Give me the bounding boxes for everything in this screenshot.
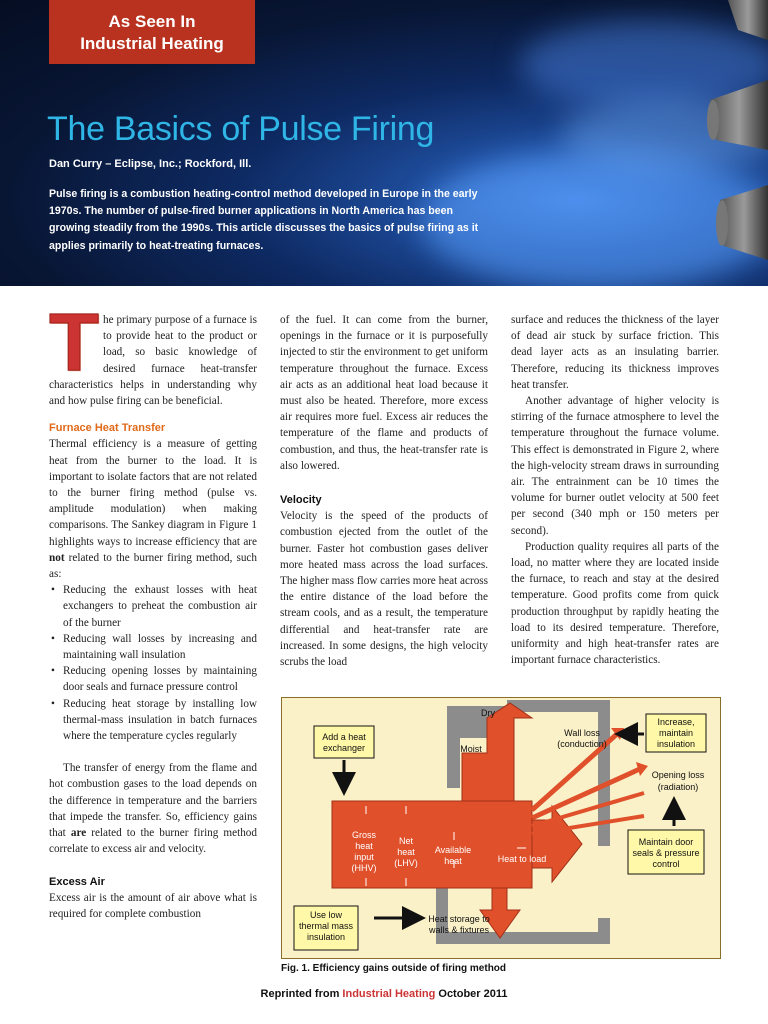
- figure-caption: Fig. 1. Efficiency gains outside of firing method: [281, 963, 507, 974]
- label-storage-1: Heat storage to: [428, 914, 490, 924]
- bullet-list: [49, 582, 257, 744]
- label-net-2: heat: [397, 847, 415, 857]
- column-2: [280, 312, 488, 670]
- list-item: • Reducing opening losses by maintaining door seals and furnace pressure control: [49, 663, 257, 695]
- hero-banner: [0, 0, 768, 286]
- list-item: • Reducing wall losses by increasing and maintaining wall insulation: [49, 631, 257, 663]
- reprint-footer: Reprinted from Industrial Heating October 2011: [260, 988, 508, 1000]
- sankey-figure: [281, 697, 721, 959]
- list-item: • Reducing the exhaust losses with heat exchangers to preheat the combustion air of the burner: [49, 582, 257, 631]
- label-increase-2: maintain: [658, 728, 694, 738]
- intro-paragraph: he primary purpose of a furnace is to provide heat to the product or load, so basic knowledge of desired furnace heat-transfer characteristics helps in understanding why and how pulse firing can be beneficial.: [49, 314, 257, 408]
- paragraph: of the fuel. It can come from the burner, openings in the furnace or it is purposefully injected to stir the environment to get uniform temperature throughout the furnace. Excess air acts as an additional heat load because it must also be heated. Therefore, more excess air requires more fuel. Excess air reduces the temperature of the flame and products of combustion, and thus, the heat-transfer rate is also lowered.: [280, 314, 488, 472]
- burner-nozzle-tip: [716, 200, 728, 246]
- label-use-low-3: insulation: [306, 932, 346, 942]
- label-opening-2: (radiation): [657, 782, 699, 792]
- list-item: • Reducing heat storage by installing low thermal-mass insulation in batch furnaces where the temperature cycles regularly: [49, 696, 257, 745]
- as-seen-in-badge: [49, 0, 255, 64]
- label-use-low-2: thermal mass: [298, 921, 354, 931]
- heading-excess-air: Excess Air: [49, 875, 105, 888]
- lead-paragraph: Pulse firing is a combustion heating-control method developed in Europe in the early 1970s. The number of pulse-fired burner applications in North America has been growing steadily from the 1990s. This article discusses the basics of pulse firing as it applies primarily to heat-treating furnaces.: [49, 188, 479, 252]
- box-add-heat-exchanger: [314, 726, 374, 758]
- label-storage-2: walls & fixtures: [428, 925, 490, 935]
- badge-line-1: As Seen In: [108, 12, 196, 31]
- label-moist: Moist: [460, 744, 482, 754]
- label-wall-loss-1: Wall loss: [564, 728, 600, 738]
- label-wall-loss-2: (conduction): [557, 739, 607, 749]
- label-gross-3: input: [354, 852, 374, 862]
- byline: Dan Curry – Eclipse, Inc.; Rockford, Ill.: [49, 158, 252, 170]
- label-add-heat-2: exchanger: [322, 743, 366, 753]
- burner-nozzle-tip: [707, 100, 719, 140]
- column-3: [511, 312, 719, 668]
- label-available-1: Available: [434, 845, 472, 855]
- paragraph: The transfer of energy from the flame and hot combustion gases to the load depends on the difference in temperature and the barriers that impede the transfer. So, efficiency gains that are related to the burner firing method correlate to excess air and velocity.: [49, 762, 257, 856]
- label-net-1: Net: [398, 836, 414, 846]
- label-door-3: control: [652, 859, 680, 869]
- heading-furnace-heat-transfer: Furnace Heat Transfer: [49, 422, 166, 435]
- magazine-name: Industrial Heating: [342, 988, 436, 1000]
- sankey-diagram: [282, 698, 720, 958]
- paragraph: Production quality requires all parts of the load, no matter where they are located inside the furnace, to reach and stay at the desired temperature. Good profits come from quick production throughput by rapidly heating the load to its desired temperature. Therefore, uniformity and high heat-transfer rates are important furnace characteristics.: [511, 540, 719, 667]
- heading-velocity: Velocity: [280, 494, 322, 507]
- label-increase-1: Increase,: [657, 717, 695, 727]
- label-gross-4: (HHV): [351, 863, 377, 873]
- paragraph: Excess air is the amount of air above what is required for complete combustion: [49, 891, 257, 920]
- label-available-2: heat: [444, 856, 462, 866]
- column-1: [49, 297, 257, 922]
- paragraph: Velocity is the speed of the products of combustion ejected from the outlet of the burner. Faster hot combustion gases deliver more heated mass across the load surfaces. The higher mass flow carries more heat across the entire distance of the load before the stream cools, and as a result, the temperature differential and heat-transfer rate are increased. In some designs, the high velocity scrubs the load: [280, 510, 488, 669]
- label-door-1: Maintain door: [638, 837, 694, 847]
- article-title: The Basics of Pulse Firing: [47, 110, 435, 148]
- label-net-3: (LHV): [394, 858, 418, 868]
- label-increase-3: insulation: [656, 739, 696, 749]
- paragraph: surface and reduces the thickness of the layer of dead air stuck by surface friction. This dead layer acts as an insulating barrier. Therefore, reducing its thickness improves heat transfer.: [511, 314, 719, 391]
- label-dry: Dry: [481, 708, 495, 718]
- paragraph: Thermal efficiency is a measure of getting heat from the burner to the load. It is important to isolate factors that are not related to the burner firing method (pulse vs. amplitude modulation) when making comparisons. The Sankey diagram in Figure 1 highlights ways to increase efficiency that are not related to the burner firing method, such as:: [49, 438, 257, 581]
- label-door-2: seals & pressure: [632, 848, 700, 858]
- badge-line-2: Industrial Heating: [80, 34, 224, 53]
- paragraph: Another advantage of higher velocity is stirring of the furnace atmosphere to level the temperature throughout the furnace volume. This effect is demonstrated in Figure 2, where the high-velocity stream draws in surrounding air. The entrainment can be 10 times the volume for burner outlet velocity at 500 feet per second (340 mph or 150 meters per second).: [511, 395, 719, 537]
- label-opening-1: Opening loss: [651, 770, 705, 780]
- label-gross-1: Gross: [351, 830, 377, 840]
- label-gross-2: heat: [355, 841, 373, 851]
- label-use-low-1: Use low: [309, 910, 343, 920]
- drop-cap: T: [49, 297, 100, 388]
- label-add-heat-1: Add a heat: [322, 732, 366, 742]
- label-heat-to-load: Heat to load: [497, 854, 547, 864]
- burner-nozzle: [728, 0, 768, 40]
